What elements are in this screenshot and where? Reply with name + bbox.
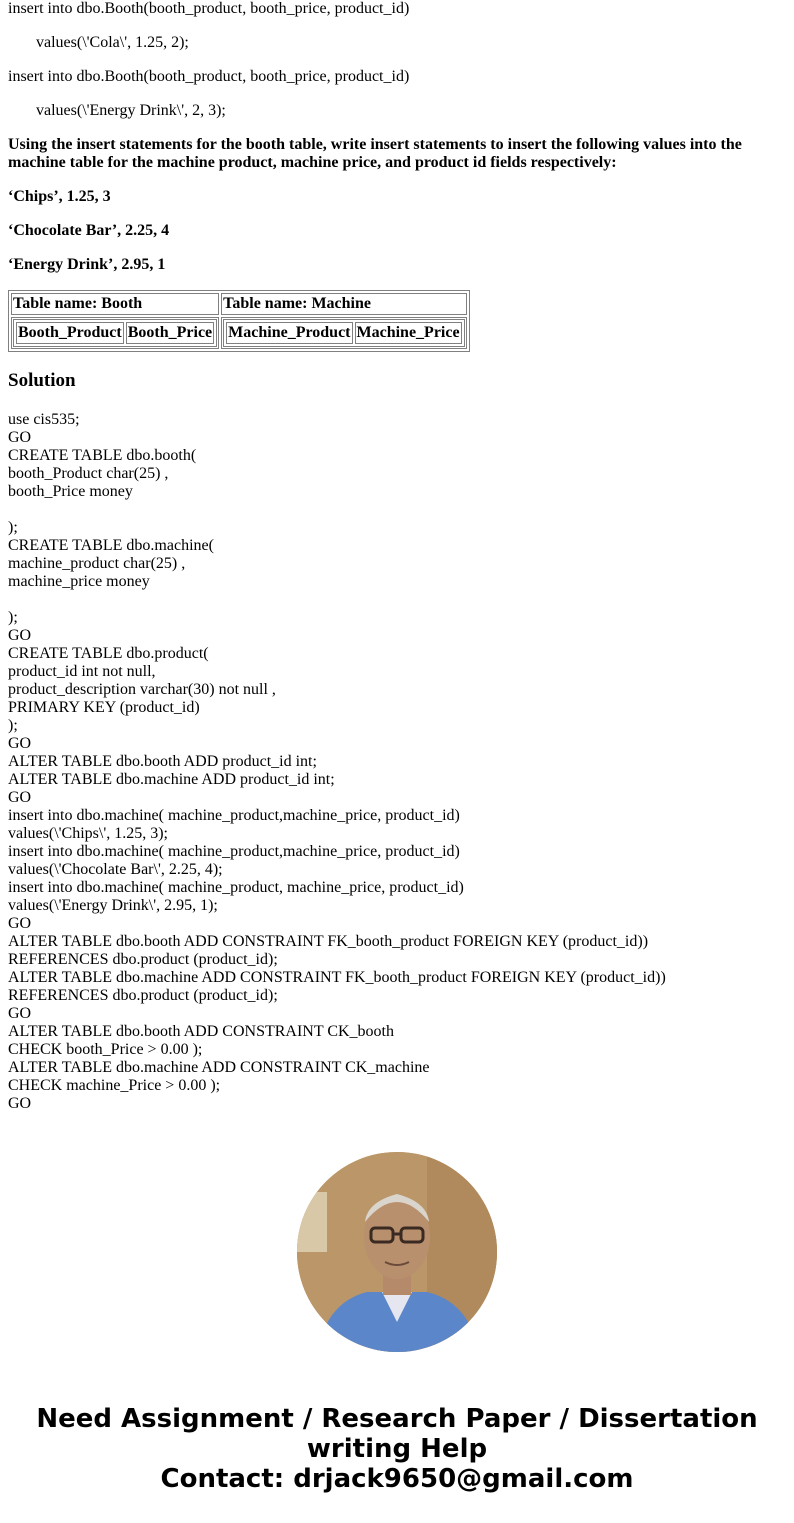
machine-column-price: Machine_Price (355, 322, 462, 344)
question-value-3: ‘Energy Drink’, 2.95, 1 (8, 256, 166, 273)
intro-line-4: values(\'Energy Drink\', 2, 3); (36, 102, 226, 119)
machine-columns-cell (221, 317, 466, 349)
question-text: Using the insert statements for the booth table, write insert statements to insert the following values into the machine table for the machine product, machine price, and product id fields respectively: (8, 136, 742, 171)
booth-column-price: Booth_Price (126, 322, 214, 344)
intro-line-1: insert into dbo.Booth(booth_product, booth_price, product_id) (8, 0, 410, 17)
solution-code: use cis535; GO CREATE TABLE dbo.booth( booth_Product char(25) , booth_Price money ); CREATE TABLE dbo.machine( machine_product char(25) , machine_price money ); GO CREATE TABLE dbo.product( product_id int not null, product_description varchar(30) not null , PRIMARY KEY (product_id) ); GO ALTER TABLE dbo.booth ADD product_id int; ALTER TABLE dbo.machine ADD product_id int; GO insert into dbo.machine( machine_product,machine_price, product_id) values(\'Chips\', 1.25, 3); insert into dbo.machine( machine_product,machine_price, product_id) values(\'Chocolate Bar\', 2.25, 4); insert into dbo.machine( machine_product, machine_price, product_id) values(\'Energy Drink\', 2.95, 1); GO ALTER TABLE dbo.booth ADD CONSTRAINT FK_booth_product FOREIGN KEY (product_id)) REFERENCES dbo.product (product_id); ALTER TABLE dbo.machine ADD CONSTRAINT FK_booth_product FOREIGN KEY (product_id)) REFERENCES dbo.product (product_id); GO ALTER TABLE dbo.booth ADD CONSTRAINT CK_booth CHECK booth_Price > 0.00 ); ALTER TABLE dbo.machine ADD CONSTRAINT CK_machine CHECK machine_Price > 0.00 ); GO (8, 411, 666, 1112)
booth-table-name: Table name: Booth (11, 293, 219, 315)
promo-contact: Contact: drjack9650@gmail.com (160, 1464, 634, 1494)
solution-heading: Solution (8, 370, 76, 391)
promo-banner (0, 1404, 794, 1494)
promo-line-2: writing Help (306, 1434, 488, 1464)
intro-line-2: values(\'Cola\', 1.25, 2); (36, 34, 189, 51)
document-body (8, 0, 788, 1113)
machine-column-product: Machine_Product (226, 322, 352, 344)
avatar-portrait-icon (297, 1152, 497, 1352)
booth-columns-table (13, 319, 217, 347)
machine-columns-table (223, 319, 464, 347)
avatar (297, 1152, 497, 1352)
question-value-2: ‘Chocolate Bar’, 2.25, 4 (8, 222, 170, 239)
booth-columns-cell (11, 317, 219, 349)
question-value-1: ‘Chips’, 1.25, 3 (8, 188, 111, 205)
machine-table-name: Table name: Machine (221, 293, 466, 315)
tables-outer (8, 290, 470, 352)
promo-line-1: Need Assignment / Research Paper / Dissertation (36, 1404, 758, 1434)
intro-line-3: insert into dbo.Booth(booth_product, booth_price, product_id) (8, 68, 410, 85)
booth-column-product: Booth_Product (16, 322, 124, 344)
